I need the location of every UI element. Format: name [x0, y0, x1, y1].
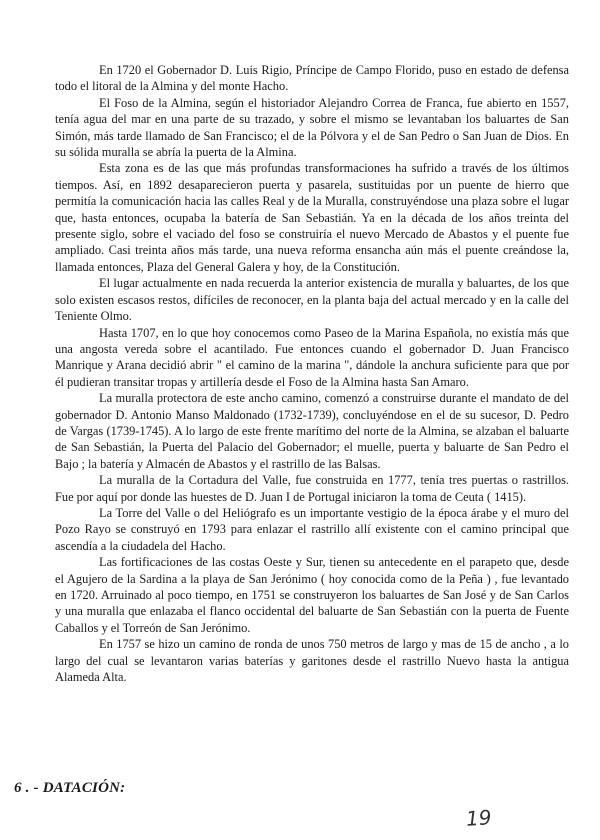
paragraph-4: El lugar actualmente en nada recuerda la anterior existencia de muralla y baluartes, de los que solo existen escasos restos, difíciles de reconocer, en la planta baja del actual mercado y en la calle del Teniente Olmo. [55, 276, 569, 324]
paragraph-9: Las fortificaciones de las costas Oeste y Sur, tienen su antecedente en el parapeto que, desde el Agujero de la Sardina a la playa de San Jerónimo ( hoy conocida como de la Peña ) , fue levantado en 1720. Arruinado al poco tiempo, en 1751 se construyeron los baluartes de San José y de San Carlos y una muralla que enlazaba el flanco occidental del baluarte de San Sebastián con la puerta de Fuente Caballos y el Torreón de San Jerónimo. [55, 555, 569, 635]
paragraph-10: En 1757 se hizo un camino de ronda de unos 750 metros de largo y mas de 15 de ancho , a lo largo del cual se levantaron varias baterías y garitones desde el rastrillo Nuevo hasta la antigua Alameda Alta. [55, 637, 569, 685]
paragraph-7: La muralla de la Cortadura del Valle, fue construida en 1777, tenía tres puertas o rastrillos. Fue por aquí por donde las huestes de D. Juan I de Portugal iniciaron la toma de Ceuta ( 1415). [55, 473, 569, 504]
paragraph-6: La muralla protectora de este ancho camino, comenzó a construirse durante el mandato de del gobernador D. Antonio Manso Maldonado (1732-1739), concluyéndose en el de su sucesor, D. Pedro de Vargas (1739-1745). A lo largo de este frente marítimo del norte de la Almina, se alzaban el baluarte de San Sebastián, la Puerta del Palacio del Gobernador; el muelle, puerta y baluarte de San Pedro el Bajo ; la batería y Almacén de Abastos y el rastrillo de las Balsas. [55, 391, 569, 471]
paragraph-2: El Foso de la Almina, según el historiador Alejandro Correa de Franca, fue abierto en 1557, tenía agua del mar en una parte de su trazado, y sobre el mismo se levantaban los baluartes de San Simón, más tarde llamado de San Francisco; el de la Pólvora y el de San Pedro o San Juan de Dios. En su sólida muralla se abría la puerta de la Almina. [55, 95, 569, 160]
paragraph-5: Hasta 1707, en lo que hoy conocemos como Paseo de la Marina Española, no existía más que una angosta vereda sobre el acantilado. Fue entonces cuando el gobernador D. Juan Francisco Manrique y Arana decidió abrir " el camino de la marina ", dándole la anchura suficiente para que por él pudieran transitar tropas y artillería desde el Foso de la Almina hasta San Amaro. [55, 325, 569, 389]
paragraph-3: Esta zona es de las que más profundas transformaciones ha sufrido a través de los últimos tiempos. Así, en 1892 desaparecieron puerta y pasarela, sustituidas por un puente de hierro que permitía la comunicación hacia las calles Real y de la Muralla, construyéndose una plaza sobre el lugar que, hasta entonces, ocupaba la batería de San Sebastián. Ya en la década de los años treinta del presente siglo, sobre el vaciado del foso se construiría el nuevo Mercado de Abastos y el puente fue ampliado. Casi treinta años más tarde, una nueva reforma ensancha aún más el puente creándose la, llamada entonces, Plaza del General Galera y hoy, de la Constitución. [55, 161, 569, 274]
paragraph-1: En 1720 el Gobernador D. Luis Rigio, Príncipe de Campo Florido, puso en estado de defensa todo el litoral de la Almina y del monte Hacho. [55, 63, 569, 94]
body-text [55, 62, 569, 685]
paragraph-8: La Torre del Valle o del Heliógrafo es un importante vestigio de la época árabe y el muro del Pozo Rayo se construyó en 1793 para enlazar el rastrillo allí existente con el camino principal que ascendía a la ciudadela del Hacho. [55, 505, 569, 553]
section-heading: 6 . - DATACIÓN: [14, 780, 126, 796]
handwritten-page-number: 19 [465, 805, 493, 831]
